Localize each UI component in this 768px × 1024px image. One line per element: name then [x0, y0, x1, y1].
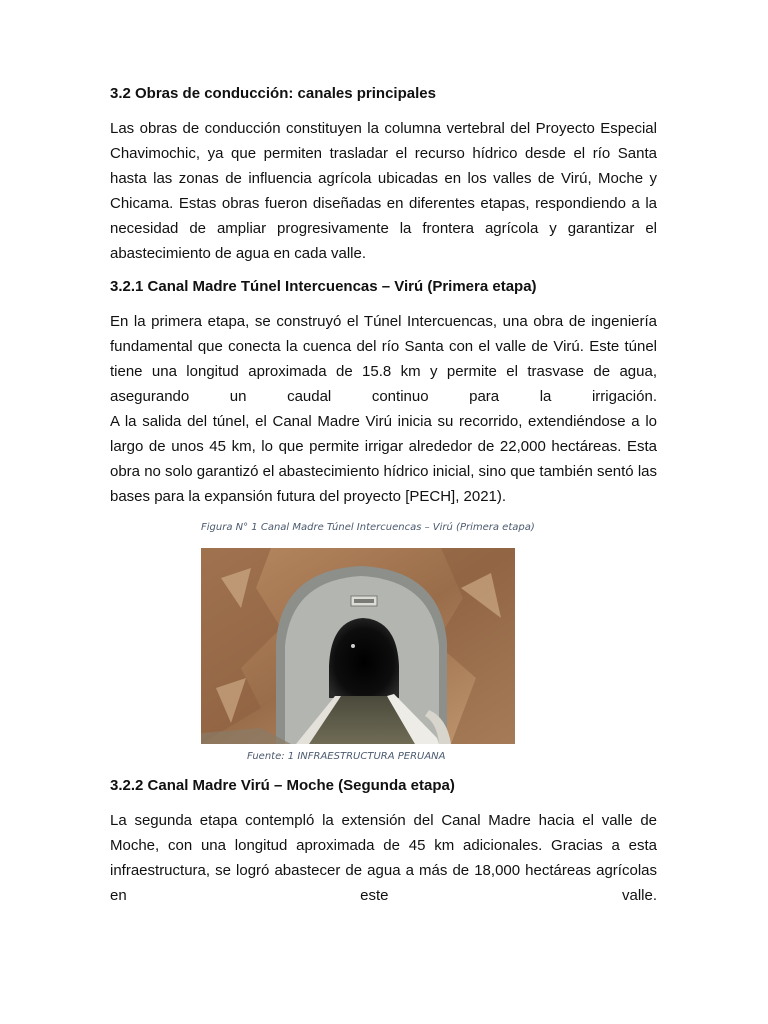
subsection-1-paragraph-b: A la salida del túnel, el Canal Madre Virú inicia su recorrido, extendiéndose a lo largo de unos 45 km, lo que permite irrigar alrededor de 22,000 hectáreas. Esta obra no solo garantizó el abastecimiento hídrico inicial, sino que también sentó las bases para la expansión futura del proyecto [PECH], 2021).: [110, 413, 657, 505]
figure-caption: Figura N° 1 Canal Madre Túnel Intercuencas – Virú (Primera etapa): [201, 522, 535, 533]
section-paragraph: Las obras de conducción constituyen la columna vertebral del Proyecto Especial Chavimochic, ya que permiten trasladar el recurso hídrico desde el río Santa hasta las zonas de influencia agrícola ubicadas en los valles de Virú, Moche y Chicama. Estas obras fueron diseñadas en diferentes etapas, respondiendo a la necesidad de ampliar progresivamente la frontera agrícola y garantizar el abastecimiento de agua en cada valle.: [110, 120, 657, 262]
tunnel-canal-photo: [201, 548, 515, 744]
subsection-2-heading: 3.2.2 Canal Madre Virú – Moche (Segunda etapa): [110, 777, 455, 794]
document-content: [110, 83, 657, 908]
section-heading: 3.2 Obras de conducción: canales principales: [110, 85, 436, 102]
figure-source: Fuente: 1 INFRAESTRUCTURA PERUANA: [247, 751, 446, 762]
subsection-1-heading: 3.2.1 Canal Madre Túnel Intercuencas – Virú (Primera etapa): [110, 278, 537, 295]
subsection-2-paragraph: La segunda etapa contempló la extensión del Canal Madre hacia el valle de Moche, con una longitud aproximada de 45 km adicionales. Gracias a esta infraestructura, se logró abastecer de agua a más de 18,000 hectáreas agrícolas en este valle.: [110, 812, 657, 904]
subsection-1-paragraph-a: En la primera etapa, se construyó el Túnel Intercuencas, una obra de ingeniería fundamental que conecta la cuenca del río Santa con el valle de Virú. Este túnel tiene una longitud aproximada de 15.8 km y permite el trasvase de agua, asegurando un caudal continuo para la irrigación.: [110, 313, 657, 405]
